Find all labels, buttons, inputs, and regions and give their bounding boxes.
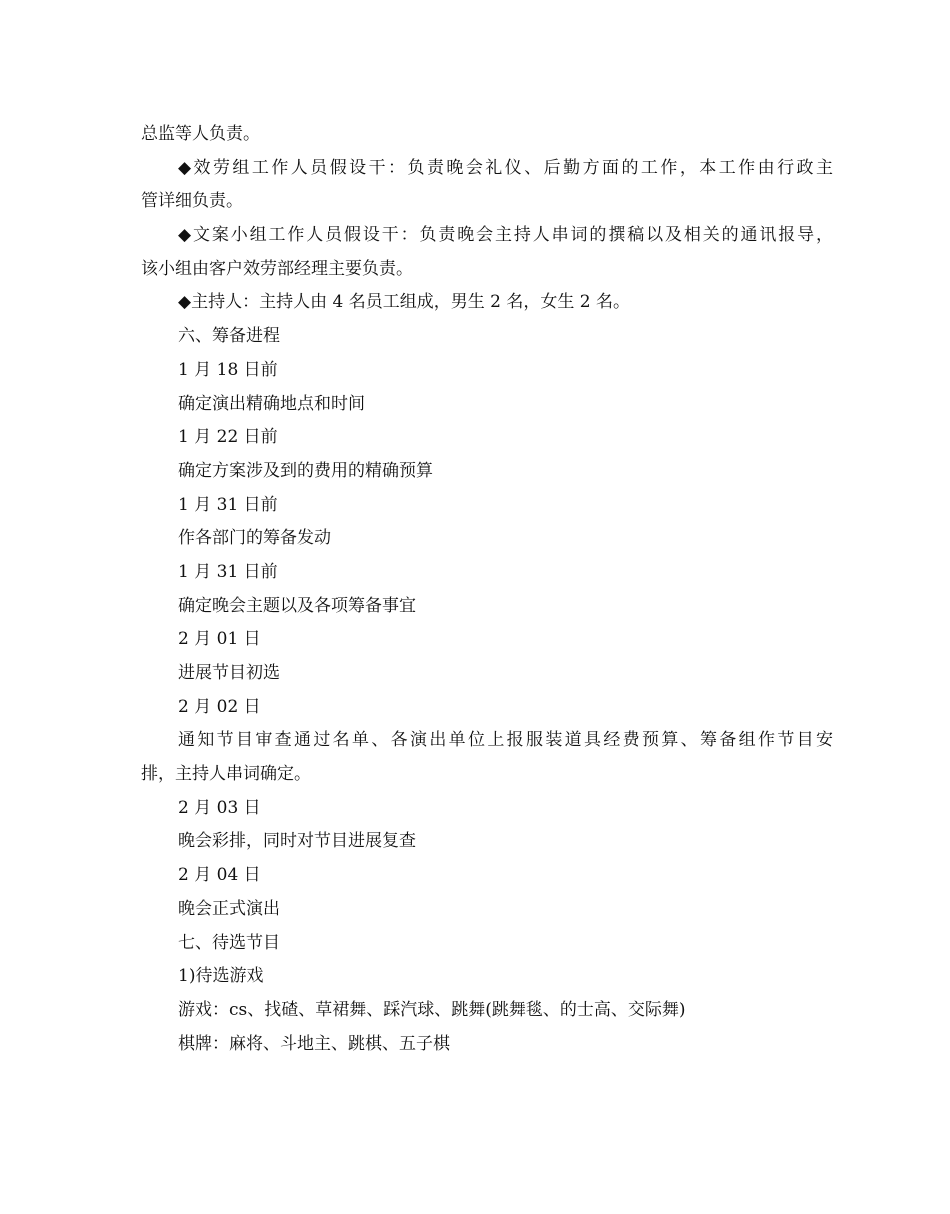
text-line: ◆文案小组工作人员假设干：负责晚会主持人串词的撰稿以及相关的通讯报导， xyxy=(178,225,833,246)
section-heading: 六、筹备进程 xyxy=(178,326,280,347)
text-line: 管详细负责。 xyxy=(141,191,243,212)
date-line: 2 月 03 日 xyxy=(178,797,261,818)
text-line: ◆效劳组工作人员假设干：负责晚会礼仪、后勤方面的工作，本工作由行政主 xyxy=(178,157,833,178)
date-line: 1 月 31 日前 xyxy=(178,561,278,582)
subheading: 1)待选游戏 xyxy=(178,966,264,987)
document-body xyxy=(141,118,833,1061)
text-line: 排，主持人串词确定。 xyxy=(141,764,311,785)
text-line: 确定晚会主题以及各项筹备事宜 xyxy=(178,595,416,616)
text-line: ◆主持人：主持人由 4 名员工组成，男生 2 名，女生 2 名。 xyxy=(178,292,630,313)
text-line: 通知节目审查通过名单、各演出单位上报服装道具经费预算、筹备组作节目安 xyxy=(178,730,833,751)
text-line: 晚会正式演出 xyxy=(178,898,280,919)
text-line: 棋牌：麻将、斗地主、跳棋、五子棋 xyxy=(178,1033,450,1054)
text-line: 确定演出精确地点和时间 xyxy=(178,393,365,414)
text-line: 晚会彩排，同时对节目进展复查 xyxy=(178,831,416,852)
date-line: 2 月 04 日 xyxy=(178,865,261,886)
date-line: 2 月 01 日 xyxy=(178,629,261,650)
date-line: 1 月 22 日前 xyxy=(178,427,278,448)
date-line: 2 月 02 日 xyxy=(178,696,261,717)
text-line: 该小组由客户效劳部经理主要负责。 xyxy=(141,258,413,279)
text-line: 游戏：cs、找碴、草裙舞、踩汽球、跳舞(跳舞毯、的士高、交际舞) xyxy=(178,999,686,1020)
date-line: 1 月 31 日前 xyxy=(178,494,278,515)
text-line: 确定方案涉及到的费用的精确预算 xyxy=(178,460,433,481)
text-line: 作各部门的筹备发动 xyxy=(178,528,331,549)
date-line: 1 月 18 日前 xyxy=(178,359,278,380)
text-line: 进展节目初选 xyxy=(178,663,280,683)
text-line: 总监等人负责。 xyxy=(141,124,260,144)
section-heading: 七、待选节目 xyxy=(178,932,280,953)
